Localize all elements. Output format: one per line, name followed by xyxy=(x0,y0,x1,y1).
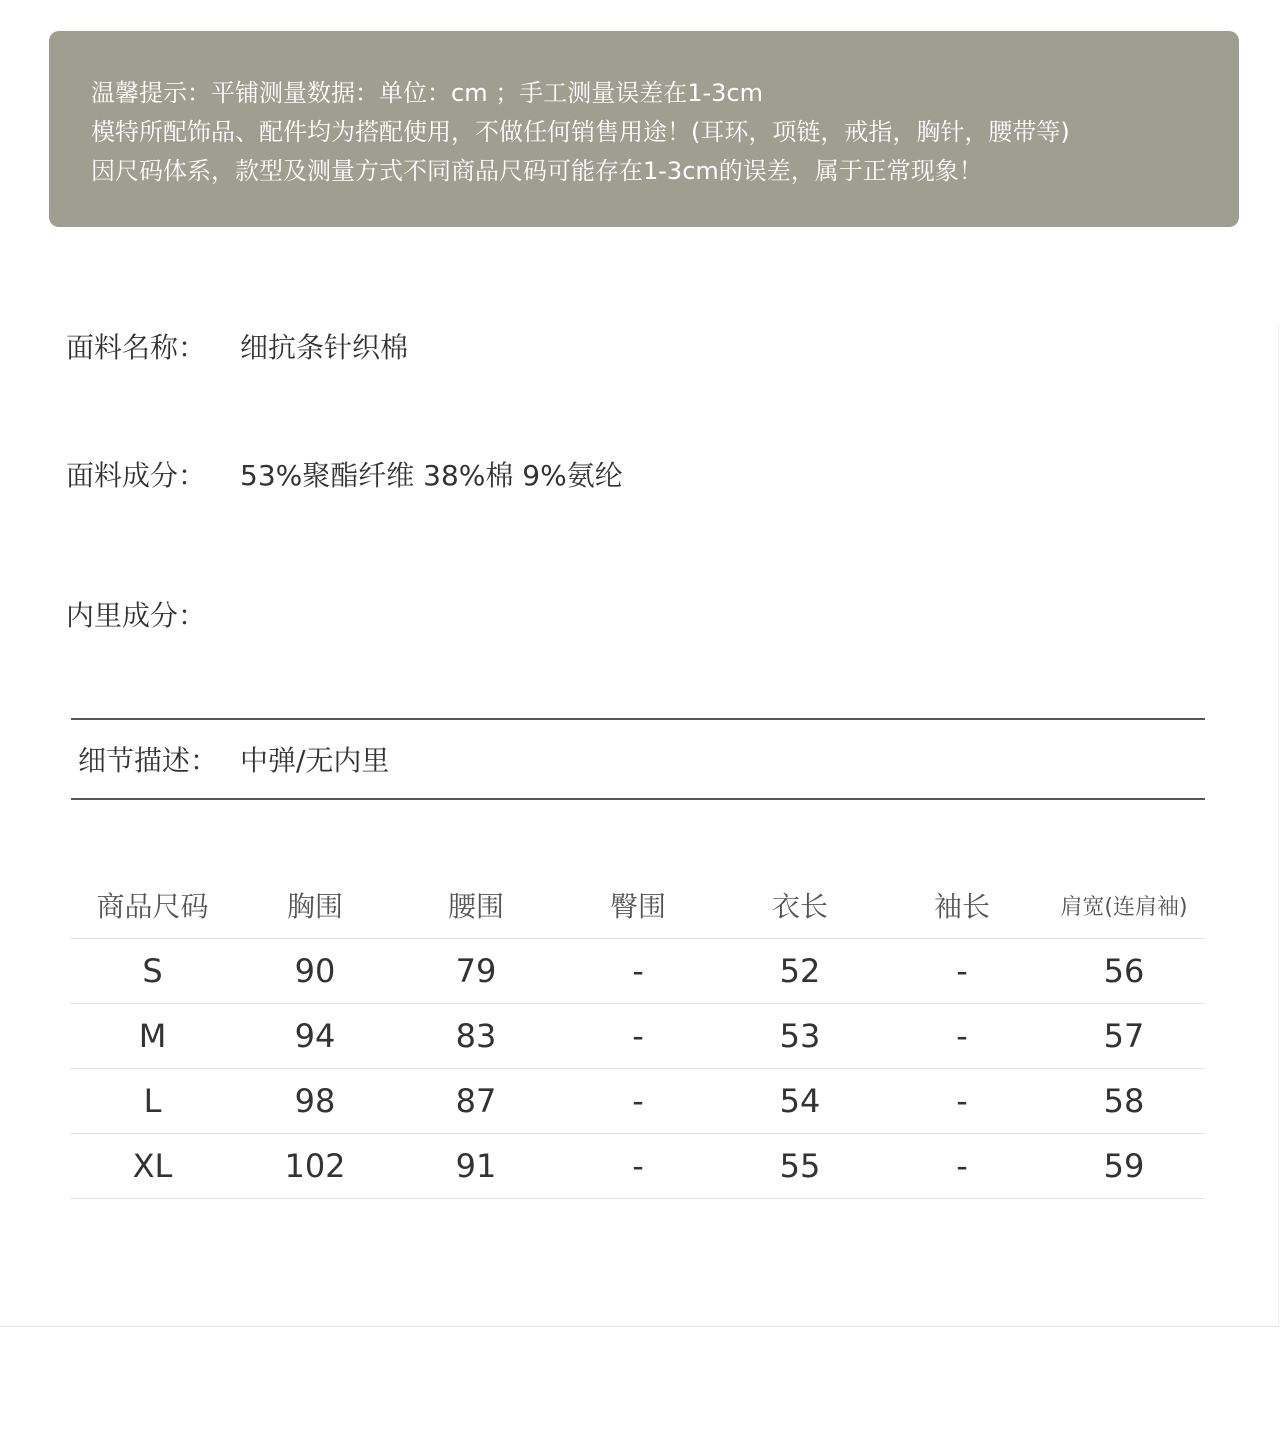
table-row xyxy=(70,1068,1205,1133)
column-header: 胸围 xyxy=(235,873,395,938)
table-cell: S xyxy=(70,938,235,1003)
edge-divider xyxy=(1278,325,1279,1325)
notice-line: 模特所配饰品、配件均为搭配使用，不做任何销售用途！(耳环，项链，戒指，胸针，腰带等) xyxy=(91,118,1070,146)
divider xyxy=(71,718,1205,720)
table-cell: - xyxy=(557,1068,719,1133)
column-header: 腰围 xyxy=(395,873,557,938)
table-cell: 58 xyxy=(1043,1068,1205,1133)
lining-composition-label: 内里成分： xyxy=(66,599,207,632)
detail-description-value: 中弹/无内里 xyxy=(240,744,390,777)
fabric-name-row xyxy=(66,326,408,366)
detail-description-row xyxy=(78,739,389,779)
lining-composition-row xyxy=(66,594,240,634)
column-header: 衣长 xyxy=(719,873,881,938)
table-cell: - xyxy=(557,1133,719,1198)
column-header: 袖长 xyxy=(881,873,1043,938)
column-header: 商品尺码 xyxy=(70,873,235,938)
fabric-composition-value: 53%聚酯纤维 38%棉 9%氨纶 xyxy=(240,459,623,492)
fabric-name-value: 细抗条针织棉 xyxy=(240,331,409,364)
divider xyxy=(0,1326,1280,1327)
table-row xyxy=(70,1003,1205,1068)
table-cell: - xyxy=(881,1003,1043,1068)
table-cell: 55 xyxy=(719,1133,881,1198)
table-cell: 57 xyxy=(1043,1003,1205,1068)
notice-line: 因尺码体系，款型及测量方式不同商品尺码可能存在1-3cm的误差，属于正常现象！ xyxy=(91,157,983,185)
table-cell: 54 xyxy=(719,1068,881,1133)
notice-box xyxy=(49,31,1239,227)
table-cell: 59 xyxy=(1043,1133,1205,1198)
table-cell: 90 xyxy=(235,938,395,1003)
table-header-row xyxy=(70,873,1205,938)
notice-line: 温馨提示：平铺测量数据：单位：cm ；手工测量误差在1-3cm xyxy=(91,79,763,107)
table-cell: 87 xyxy=(395,1068,557,1133)
table-row xyxy=(70,1133,1205,1198)
column-header: 肩宽(连肩袖) xyxy=(1043,873,1205,938)
table-cell: 91 xyxy=(395,1133,557,1198)
table-cell: - xyxy=(557,1003,719,1068)
table-cell: - xyxy=(557,938,719,1003)
detail-description-label: 细节描述： xyxy=(78,744,219,777)
fabric-composition-label: 面料成分： xyxy=(66,459,207,492)
table-cell: 79 xyxy=(395,938,557,1003)
size-table xyxy=(70,873,1205,1199)
table-cell: 53 xyxy=(719,1003,881,1068)
table-cell: - xyxy=(881,938,1043,1003)
table-cell: 94 xyxy=(235,1003,395,1068)
fabric-composition-row xyxy=(66,454,623,494)
table-cell: 52 xyxy=(719,938,881,1003)
table-cell: 98 xyxy=(235,1068,395,1133)
table-row xyxy=(70,938,1205,1003)
table-cell: 56 xyxy=(1043,938,1205,1003)
table-cell: M xyxy=(70,1003,235,1068)
fabric-name-label: 面料名称： xyxy=(66,331,207,364)
table-cell: - xyxy=(881,1068,1043,1133)
divider xyxy=(71,798,1205,800)
table-cell: L xyxy=(70,1068,235,1133)
table-cell: 83 xyxy=(395,1003,557,1068)
table-cell: 102 xyxy=(235,1133,395,1198)
table-cell: XL xyxy=(70,1133,235,1198)
table-cell: - xyxy=(881,1133,1043,1198)
column-header: 臀围 xyxy=(557,873,719,938)
